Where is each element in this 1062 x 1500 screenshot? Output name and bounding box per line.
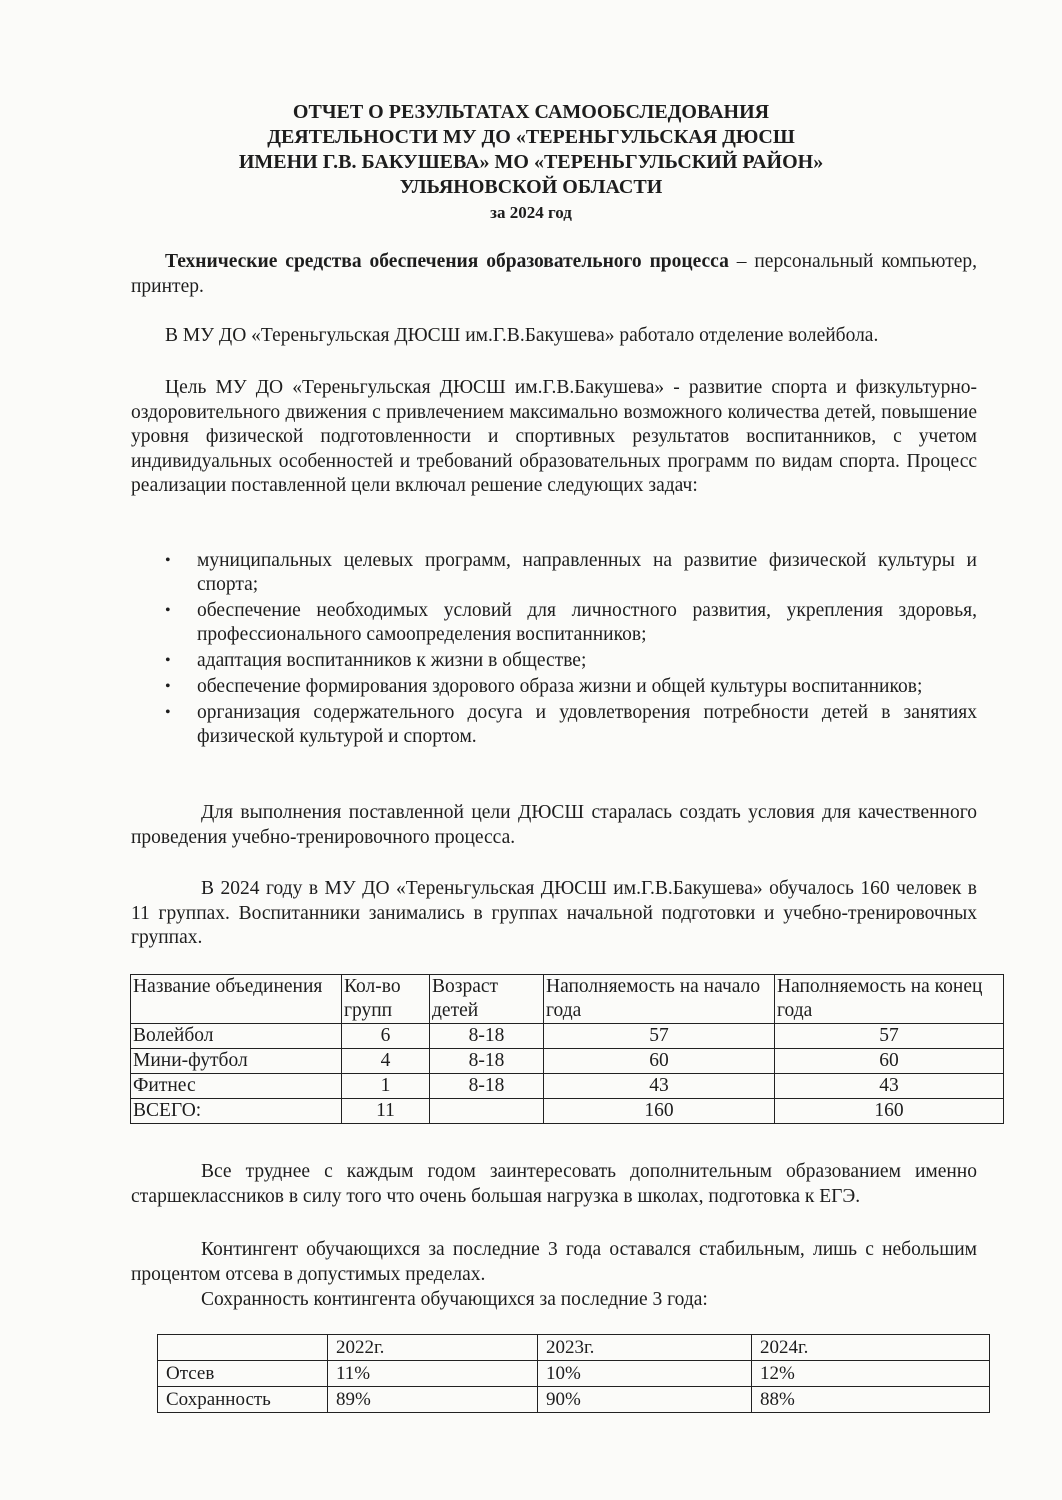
table-cell: 43 <box>544 1074 775 1099</box>
table-row <box>131 1099 1004 1124</box>
table-header-cell: Наполняемость на конец года <box>775 975 1004 1024</box>
table-cell: 4 <box>342 1049 430 1074</box>
table-cell: 57 <box>775 1024 1004 1049</box>
list-item: • муниципальных целевых программ, направленных на развитие физической культуры и спорта; <box>165 550 977 595</box>
table-header-cell: Кол-во групп <box>342 975 430 1024</box>
table-cell: 11 <box>342 1099 430 1124</box>
paragraph-department: В МУ ДО «Тереньгульская ДЮСШ им.Г.В.Бакушева» работало отделение волейбола. <box>165 325 879 346</box>
table-cell: Отсев <box>158 1361 328 1387</box>
table-cell: 10% <box>538 1361 752 1387</box>
table-header-cell: 2024г. <box>752 1335 990 1361</box>
tasks-list <box>131 549 977 751</box>
retention-table <box>157 1334 990 1413</box>
table-row <box>131 1074 1004 1099</box>
table-cell: 6 <box>342 1024 430 1049</box>
table-cell: 88% <box>752 1387 990 1413</box>
table-cell: Волейбол <box>131 1024 342 1049</box>
table-cell: 160 <box>544 1099 775 1124</box>
title-year: за 2024 год <box>490 203 572 222</box>
paragraph-difficulty: Все труднее с каждым годом заинтересовать дополнительным образованием именно старшеклассников в силу того что очень большая нагрузка в школах, подготовка к ЕГЭ. <box>131 1161 977 1207</box>
table-header-cell: Наполняемость на начало года <box>544 975 775 1024</box>
bullet-icon: • <box>165 704 171 721</box>
table-cell: 11% <box>328 1361 538 1387</box>
table-cell: Сохранность <box>158 1387 328 1413</box>
table-cell: 43 <box>775 1074 1004 1099</box>
table-cell <box>430 1099 544 1124</box>
table-cell: 89% <box>328 1387 538 1413</box>
table-header-cell: 2023г. <box>538 1335 752 1361</box>
list-item: • адаптация воспитанников к жизни в обществе; <box>165 650 587 671</box>
table-cell: 60 <box>775 1049 1004 1074</box>
bullet-icon: • <box>165 602 171 619</box>
table-row <box>131 1049 1004 1074</box>
title-line-2: ДЕЯТЕЛЬНОСТИ МУ ДО «ТЕРЕНЬГУЛЬСКАЯ ДЮСШ <box>267 126 795 148</box>
table-cell: 8-18 <box>430 1024 544 1049</box>
title-line-3: ИМЕНИ Г.В. БАКУШЕВА» МО «ТЕРЕНЬГУЛЬСКИЙ РАЙОН» <box>238 151 824 173</box>
title-line-1: ОТЧЕТ О РЕЗУЛЬТАТАХ САМООБСЛЕДОВАНИЯ <box>292 101 770 123</box>
table-cell: 1 <box>342 1074 430 1099</box>
bullet-icon: • <box>165 552 171 569</box>
bullet-icon: • <box>165 652 171 669</box>
table-cell: ВСЕГО: <box>131 1099 342 1124</box>
table-cell: 60 <box>544 1049 775 1074</box>
table-row <box>131 1024 1004 1049</box>
table-header-cell: Название объединения <box>131 975 342 1024</box>
list-item: • обеспечение формирования здорового образа жизни и общей культуры воспитанников; <box>165 676 923 697</box>
tech-means-heading: Технические средства обеспечения образовательного процесса <box>165 251 729 272</box>
list-item: • обеспечение необходимых условий для личностного развития, укрепления здоровья, профессионального самоопределения воспитанников; <box>165 600 977 645</box>
table-cell: 8-18 <box>430 1074 544 1099</box>
paragraph-retention-title: Сохранность контингента обучающихся за последние 3 года: <box>201 1289 708 1310</box>
table-cell: 90% <box>538 1387 752 1413</box>
table-cell: 8-18 <box>430 1049 544 1074</box>
table-cell: 160 <box>775 1099 1004 1124</box>
bullet-icon: • <box>165 678 171 695</box>
paragraph-2024: В 2024 году в МУ ДО «Тереньгульская ДЮСШ им.Г.В.Бакушева» обучалось 160 человек в 11 группах. Воспитанники занимались в группах начальной подготовки и учебно-тренировочных группах. <box>131 878 977 948</box>
table-cell: 57 <box>544 1024 775 1049</box>
paragraph-goal: Цель МУ ДО «Тереньгульская ДЮСШ им.Г.В.Бакушева» - развитие спорта и физкультурно-оздоровительного движения с привлечением максимально возможного количества детей, повышение уровня физической подготовленности и спортивных результатов воспитанников, с учетом индивидуальных особенностей и требований образовательных программ по видам спорта. Процесс реализации поставленной цели включал решение следующих задач: <box>131 377 977 496</box>
table-header-row <box>131 975 1004 1024</box>
paragraph-conditions: Для выполнения поставленной цели ДЮСШ старалась создать условия для качественного проведения учебно-тренировочного процесса. <box>131 802 977 848</box>
report-title <box>0 100 1062 225</box>
table-header-cell <box>158 1335 328 1361</box>
table-header-cell: 2022г. <box>328 1335 538 1361</box>
groups-table <box>130 974 1004 1124</box>
table-header-cell: Возраст детей <box>430 975 544 1024</box>
table-row <box>158 1361 990 1387</box>
title-line-4: УЛЬЯНОВСКОЙ ОБЛАСТИ <box>399 176 663 198</box>
table-header-row <box>158 1335 990 1361</box>
paragraph-contingent: Контингент обучающихся за последние 3 года оставался стабильным, лишь с небольшим процентом отсева в допустимых пределах. <box>131 1239 977 1285</box>
tech-means-text: – персональный компьютер, принтер. <box>131 251 977 297</box>
list-item: • организация содержательного досуга и удовлетворения потребности детей в занятиях физической культурой и спортом. <box>165 702 977 747</box>
table-row <box>158 1387 990 1413</box>
paragraph-tech-means <box>131 250 977 299</box>
table-cell: 12% <box>752 1361 990 1387</box>
table-cell: Фитнес <box>131 1074 342 1099</box>
table-cell: Мини-футбол <box>131 1049 342 1074</box>
